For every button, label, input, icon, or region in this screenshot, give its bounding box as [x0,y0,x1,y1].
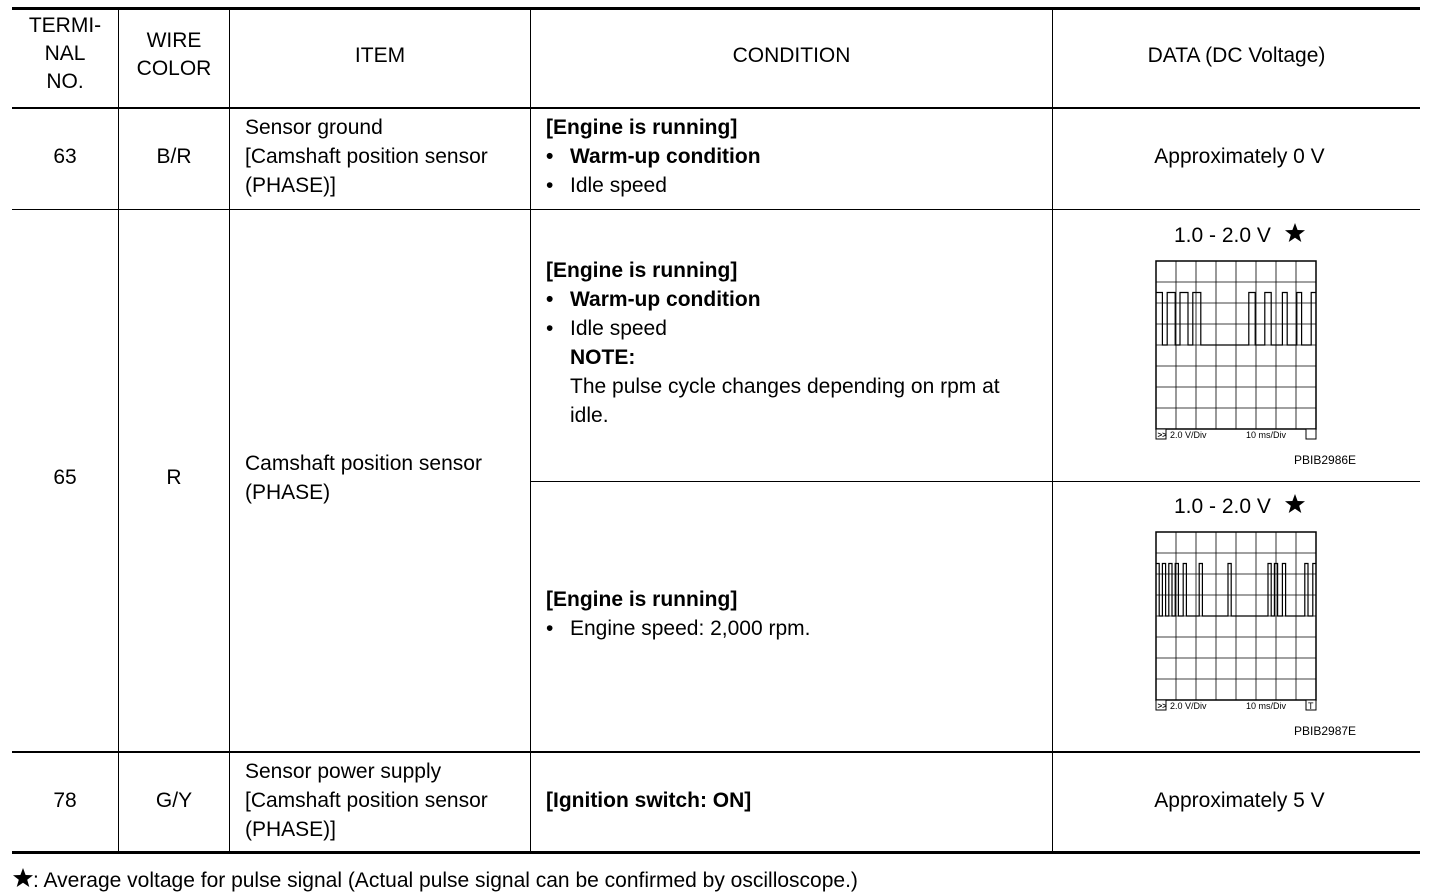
header-data: DATA (DC Voltage) [1147,44,1326,67]
row-63-terminal: 63 [53,145,77,168]
scope-trigger-label: T [1308,701,1314,711]
row-65a-condition: [Engine is running] • Warm-up condition • Idle speed NOTE: The pulse cycle changes depending on rpm at idle. [546,259,1000,427]
table-top-border [12,7,1420,10]
row-65b-data-voltage: 1.0 - 2.0 V [1174,495,1271,518]
footnote: : Average voltage for pulse signal (Actual pulse signal can be confirmed by oscilloscope.) [33,869,858,892]
header-bottom-border [12,107,1420,109]
scope-arrow-label: >> [1157,701,1167,711]
scope-trigger-box [1306,429,1316,439]
figure-code-b: PBIB2987E [1294,724,1357,738]
star-icon [12,867,34,889]
row-65-bottom-border [12,751,1420,753]
oscilloscope-waveform-2000rpm [1154,530,1318,713]
row-78-item: Sensor power supply [Camshaft position sensor (PHASE)] [245,760,488,841]
star-icon [1284,493,1306,515]
row-78-terminal: 78 [53,789,77,812]
row-63-data: Approximately 0 V [1154,145,1325,168]
scope-time-div-label: 10 ms/Div [1246,430,1287,440]
scope-arrow-label: >> [1157,430,1167,440]
header-item: ITEM [354,44,406,67]
header-condition: CONDITION [732,44,851,67]
row-65-wire: R [166,466,182,489]
col-divider-2 [229,8,230,853]
row-65b-condition: [Engine is running] • Engine speed: 2,000 rpm. [546,588,811,640]
header-terminal-no: TERMI- NAL NO. [28,14,102,93]
scope-volt-div-label: 2.0 V/Div [1170,430,1207,440]
col-divider-4 [1052,8,1053,853]
row-63-wire: B/R [156,145,192,168]
row-78-data: Approximately 5 V [1154,789,1325,812]
row-65-item: Camshaft position sensor (PHASE) [245,452,482,504]
scope-volt-div-label: 2.0 V/Div [1170,701,1207,711]
figure-code-a: PBIB2986E [1294,453,1357,467]
row-65-sub-divider [530,481,1420,482]
row-65a-data-voltage: 1.0 - 2.0 V [1174,224,1271,247]
row-63-bottom-border [12,209,1420,210]
star-icon [1284,222,1306,244]
scope-time-div-label: 10 ms/Div [1246,701,1287,711]
oscilloscope-waveform-idle [1154,259,1318,442]
row-78-wire: G/Y [155,789,193,812]
table-bottom-border [12,851,1420,854]
row-63-item: Sensor ground [Camshaft position sensor (PHASE)] [245,116,488,197]
col-divider-1 [118,8,119,853]
header-wire-color: WIRE COLOR [136,29,212,80]
col-divider-3 [530,8,531,853]
row-65-terminal: 65 [53,466,77,489]
row-63-condition: [Engine is running] • Warm-up condition • Idle speed [546,116,761,197]
row-78-condition: [Ignition switch: ON] [546,789,752,812]
